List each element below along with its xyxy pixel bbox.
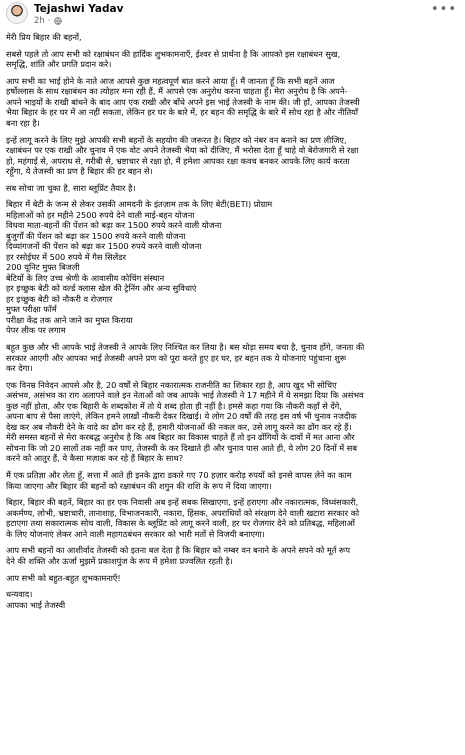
- text-line: असंभव, असंभव का राग अलापने वाले इन नेताओं को जब आपके भाई तेजस्वी ने 17 महीने में ये समझा दिया कि असंभव: [6, 390, 364, 401]
- post-paragraph: [6, 497, 459, 539]
- post-paragraph: [6, 76, 459, 129]
- text-line: समृद्धि, शांति और प्रगति प्रदान करे।: [6, 59, 112, 70]
- text-line: रहूँगा, ये तेजस्वी का प्रण है बिहार की हर बहन से।: [6, 166, 153, 177]
- post-paragraph: [6, 183, 459, 194]
- text-line: मैं एक प्रतिज्ञा और लेता हूँ, सत्ता में आते ही इनके द्वारा डकारे गए 70 हज़ार करोड़ रुपयों को इनसे वापस लेने का काम: [6, 470, 352, 480]
- post-paragraph: [6, 545, 459, 566]
- text-line: बना रहा है।: [6, 117, 40, 128]
- text-line: बहुत कुछ और भी आपके भाई तेजस्वी ने आपके लिए निश्चित कर लिया है। बस थोड़ा समय बचा है, चुनाव होंगे, जनता की: [6, 342, 365, 353]
- text-line: मेरी प्रिय बिहार की बहनों,: [6, 32, 82, 42]
- text-line: कुछ नहीं होता, और एक बिहारी के शब्दकोश में तो ये शब्द होता ही नहीं है। हमसे कहा गया कि नौकरी कहाँ से देंगे,: [6, 400, 342, 411]
- text-line: पेपर लीक पर लगाम: [6, 325, 66, 336]
- author-name[interactable]: Tejashwi Yadav: [34, 3, 124, 15]
- avatar[interactable]: [6, 2, 28, 24]
- post-paragraph: [6, 32, 459, 43]
- text-line: आपका भाई तेजस्वी: [6, 599, 66, 610]
- post-paragraph: [6, 470, 459, 491]
- text-line: के लिए योजनाएं लेकर आने वाली महागठबंधन सरकार को भारी मतों से विजयी बनाएगा।: [6, 528, 265, 539]
- text-line: देने की शक्ति और ऊर्जा मुझमें प्रकाशपुंज के रूप में हमेशा प्रज्वलित रहती है।: [6, 555, 233, 566]
- post-paragraph: [6, 199, 459, 336]
- post-header: [0, 0, 465, 32]
- timestamp[interactable]: 2h: [34, 16, 45, 26]
- post-paragraph: [6, 573, 459, 584]
- text-line: हर्षोल्लास के साथ रक्षाबंधन का त्योहार मना रही हैं, मैं आपसे एक अनुरोध करना चाहता हूँ। मेरा अनुरोध है कि अपने-: [6, 86, 348, 97]
- text-line: अकर्मण्य, लोभी, भ्रष्टाचारी, तानाशाह, विभाजनकारी, नकारा, हिंसक, अपराधियों को संरक्षण देने वाली खटारा सरकार को: [6, 507, 360, 518]
- post-paragraph: [6, 135, 459, 177]
- text-line: मुफ्त परीक्षा फॉर्म: [6, 304, 57, 315]
- globe-icon: [54, 17, 62, 25]
- text-line: एक विनम्र निवेदन आपसे और है, 20 वर्षों से बिहार नकारात्मक राजनीति का शिकार रहा है, आप खुद भी सोचिए: [6, 379, 337, 390]
- post-paragraph: [6, 380, 459, 464]
- post-paragraph: [6, 49, 459, 70]
- post-meta: 2h ·: [34, 16, 62, 26]
- post-paragraph: [6, 589, 459, 610]
- text-line: धन्यवाद।: [6, 589, 33, 600]
- text-line: कर देगा।: [6, 363, 33, 374]
- text-line: सबसे पहले तो आप सभी को रक्षाबंधन की हार्दिक शुभकामनाएँ, ईश्वर से प्रार्थना है कि आपको इस रक्षाबंधन सुख,: [6, 48, 341, 59]
- text-line: बिहार, बिहार की बहनें, बिहार का हर एक निवासी अब इन्हें सबक सिखाएगा, इन्हें हराएगा और नकारात्मक, विध्वंसकारी,: [6, 497, 359, 508]
- more-options-icon[interactable]: •••: [430, 2, 457, 17]
- text-line: करने को आतुर हैं, ये कैसा मज़ाक कर रहे हैं बिहार के साथ?: [6, 453, 184, 464]
- text-line: मेरी समस्त बहनों से मेरा करबद्ध अनुरोध है कि अब बिहार का विकास चाहते हैं तो इन ढोंगियों के दावों में मत आना और: [6, 432, 355, 443]
- text-line: हर इच्छुक बेटी को नौकरी व रोजगार: [6, 293, 113, 304]
- text-line: अपना बाप से पैसा लाएंगे, लेकिन हमने लाखों नौकरी देकर दिखाई। ये लोग 20 वर्षों की तरह इस वर्ष भी चुनाव नजदीक: [6, 411, 357, 422]
- text-line: हो, महंगाई से, अपराध से, गरीबी से, भ्रष्टाचार से रक्षा हो, मैं हमेशा आपका रक्षा कवच बनकर आपके लिए कार्य करता: [6, 155, 350, 166]
- text-line: बिहार में बेटी के जन्म से लेकर उसकी आमदनी के इंतज़ाम तक के लिए बेटी(BETI) प्रोग्राम: [6, 199, 273, 210]
- text-line: इन्हें लागू करने के लिए मुझे आपकी सभी बहनों के सहयोग की जरूरत है। बिहार को नंबर वन बनाने का प्रण लीजिए,: [6, 134, 347, 145]
- text-line: हर इच्छुक बेटी को वर्ल्ड क्लास खेल की ट्रेनिंग और अन्य सुविधाएं: [6, 283, 197, 294]
- text-line: अपने भाइयों के राखी बांधने के बाद आप एक राखी और बाँधे अपने इस भाई तेजस्वी के नाम की। जी हाँ, आपका तेजस्वी: [6, 96, 360, 107]
- text-line: आप सभी बहनों का आशीर्वाद तेजस्वी को इतना बल देता है कि बिहार को नम्बर वन बनाने के अपने सपने को मूर्त रूप: [6, 545, 351, 556]
- post-body: [0, 32, 465, 610]
- text-line: सब सोचा जा चुका है, सारा ब्लूप्रिंट तैयार है।: [6, 182, 136, 193]
- text-line: आप सभी को बहुत-बहुत शुभकामनाएँ!: [6, 572, 121, 583]
- text-line: दिव्यांगजनों की पेंशन को बढ़ा कर 1500 रुपये करने वाली योजना: [6, 241, 202, 252]
- text-line: महिलाओं को हर महीने 2500 रुपये देने वाली माई-बहन योजना: [6, 209, 195, 220]
- text-line: विधवा माता-बहनों की पेंशन को बढ़ा कर 1500 रुपये करने वाली योजना: [6, 220, 222, 231]
- text-line: आप सभी का भाई होने के नाते आज आपसे कुछ महत्वपूर्ण बात करने आया हूँ। मैं जानता हूँ कि सभी बहनें आज: [6, 75, 335, 86]
- text-line: परीक्षा केंद्र तक आने जाने का मुफ्त किराया: [6, 314, 133, 325]
- text-line: किया जाएगा और बिहार की बहनों को रक्षाबंधन की शगुन की राशि के रूप में दिया जाएगा।: [6, 480, 272, 491]
- text-line: रक्षाबंधन पर एक राखी और चुनाव में एक वोट अपने तेजस्वी भैया को दीजिए, मैं भरोसा देता हूँ चाहे वो बेरोजगारी से रक्षा: [6, 145, 359, 156]
- text-line: हर रसोईघर में 500 रुपये में गैस सिलेंडर: [6, 251, 126, 262]
- text-line: देख कर अब नौकरी देने के वादे का ढोंग कर रहे हैं, हमारी योजनाओं की नकल कर, उसे लागू करने का ढोंग कर रहे हैं।: [6, 421, 352, 432]
- text-line: भैया बिहार के हर घर में आ नहीं सकता, लेकिन हर घर के बारे में, हर बहन की समृद्धि के बारे में सोच रहा है और नीतियाँ: [6, 107, 359, 118]
- text-line: सोचना कि जो 20 सालों तक नहीं कर पाए, तेजस्वी के कर दिखाते ही और चुनाव पास आते ही, ये लोग 20 दिनों में सब: [6, 442, 358, 453]
- text-line: सरकार आएगी और आपका भाई तेजस्वी अपने प्रण को पूरा करते हुए हर घर, हर बहन तक ये योजनाएं पहुंचाना शुरू: [6, 352, 347, 363]
- text-line: बुजुर्गों की पेंशन को बढ़ा कर 1500 रुपये करने वाली योजना: [6, 230, 186, 241]
- post-paragraph: [6, 342, 459, 374]
- text-line: हटाएगा तथा सकारात्मक सोच वाली, विकास के ब्लूप्रिंट को लागू करने वाली, हर घर रोजगार देने को प्रतिबद्ध, महिलाओं: [6, 518, 355, 529]
- text-line: बेटियों के लिए उच्च श्रेणी के आवासीय कोचिंग संस्थान: [6, 272, 165, 283]
- text-line: 200 यूनिट मुफ्त बिजली: [6, 262, 80, 273]
